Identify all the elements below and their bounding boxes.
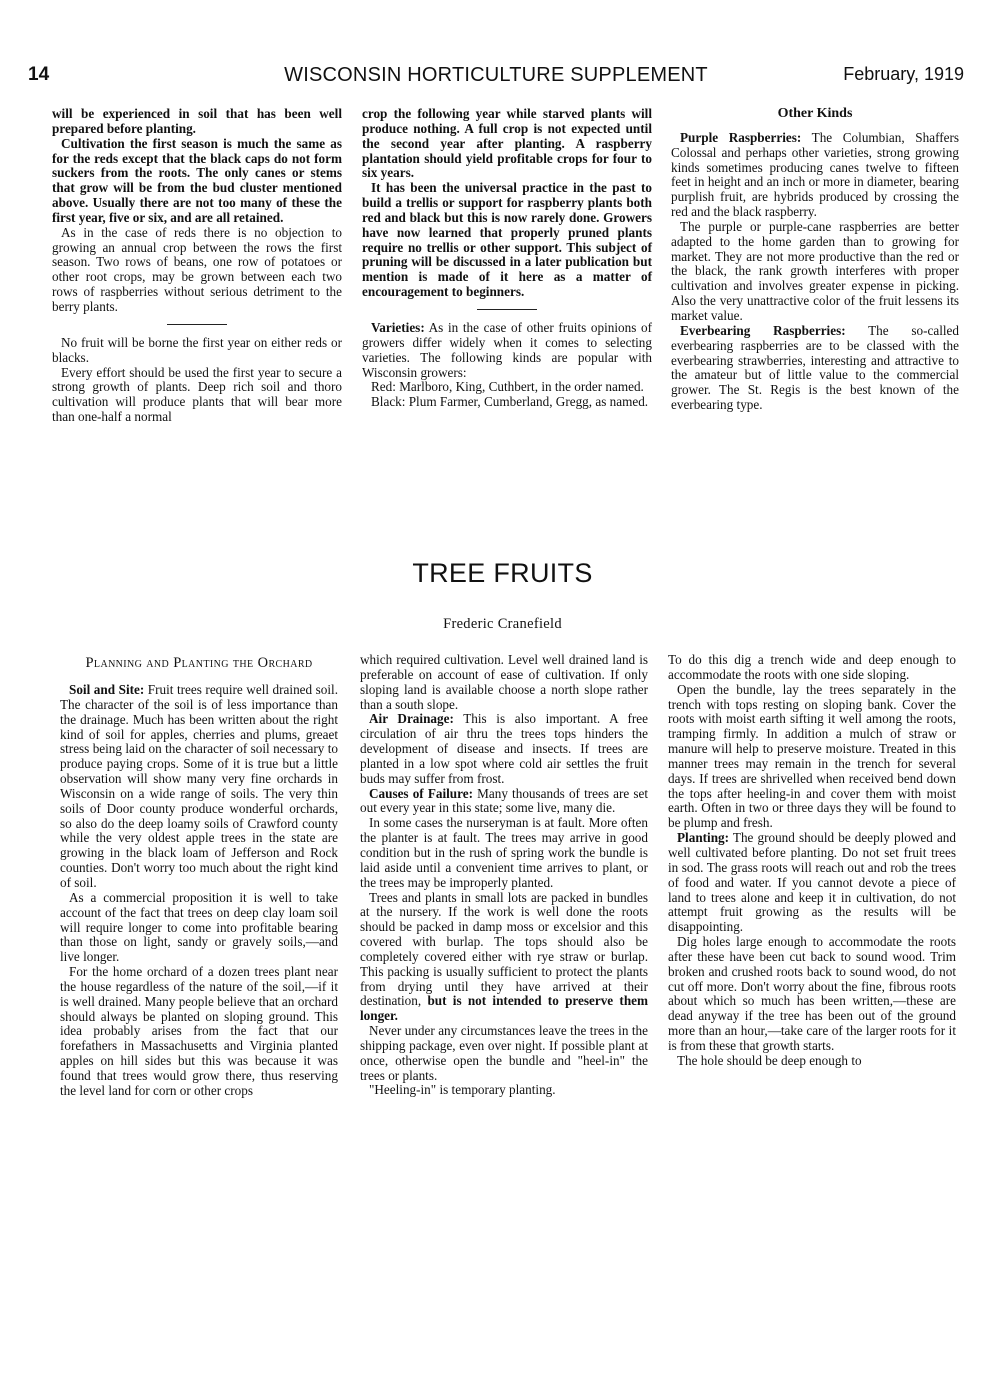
- paragraph-text: The so-called everbearing raspberries are to be classed with the everbearing strawberries, interesting and attractive to the amateur but of little value to the commercial grower. The St. Regis is the best known of the everbearing type.: [671, 322, 959, 413]
- paragraph: As a commercial proposition it is well to take account of the fact that trees on deep clay loam soil will require longer to come into profitable bearing than those on light, sandy or gravely soils,—and live longer.: [60, 889, 338, 965]
- paragraph: Every effort should be used the first year to secure a strong growth of plants. Deep rich soil and thoro cultivation will produce plants that will bear more than one-half a normal: [52, 364, 342, 425]
- paragraph: Never under any circumstances leave the trees in the shipping package, even over night. If possible plant at once, otherwise open the bundle and "heel-in" the trees or plants.: [360, 1023, 648, 1083]
- paragraph: Dig holes large enough to accommodate the roots after these have been cut back to sound wood. Trim broken and crushed roots back to sound wood, do not cut off more. Don't worry about the fine, fibrous roots about which so much has been written,—these are dead anyway if the tree has been out of the ground more than an hour,—take care of the larger roots for it is from these that growth starts.: [668, 934, 956, 1053]
- page-number: 14: [28, 64, 50, 85]
- divider-rule: [477, 309, 537, 310]
- run-in-heading: Purple Raspberries:: [680, 129, 802, 145]
- top-column-1: [52, 107, 342, 425]
- issue-date: February, 1919: [843, 64, 964, 84]
- paragraph: Cultivation the first season is much the same as for the reds except that the black caps do not form suckers from the roots. The only canes or stems that grow will be from the bud cluster mentioned above. Usually there are not too many of these the first year, five or six, and are all retained.: [52, 135, 342, 225]
- article-heading: Planning and Planting the Orchard: [85, 655, 313, 671]
- paragraph: crop the following year while starved plants will produce nothing. A full crop is not expected until the second year after planting. A raspberry plantation should yield profitable crops for four to six years.: [362, 106, 652, 181]
- paragraph: [362, 321, 652, 380]
- emphasis-text: but is not intended to preserve them longer.: [360, 993, 648, 1024]
- paragraph-text: Fruit trees require well drained soil. The character of the soil is of less importance than the drainage. Much has been written about the right kind of soil for apples, cherries and plums, greaet stress being laid on the character of soil necessary to produce paying crops. Some of it is true but a little observation will show many very fine orchards in Wisconsin on a wide range of soils. The very thin soils of Door county produce wonderful orchards, so also do the deep loamy soils of Crawford county while the very oldest apple trees in the state are growing in the black loam of Jefferson and Rock counties. Don't worry too much about the right kind of soil.: [60, 682, 339, 890]
- paragraph: No fruit will be borne the first year on either reds or blacks.: [52, 334, 342, 365]
- divider-rule: [167, 324, 227, 325]
- paragraph: To do this dig a trench wide and deep enough to accommodate the roots with one side sloping.: [668, 652, 956, 682]
- paragraph: Black: Plum Farmer, Cumberland, Gregg, as named.: [371, 394, 649, 410]
- paragraph: which required cultivation. Level well drained land is preferable on account of ease of cultivation. If only sloping land is available choose a north slope rather than a south slope.: [360, 652, 648, 712]
- page-header: [28, 64, 964, 90]
- paragraph-text: The Columbian, Shaffers Colossal and perhaps other varieties, strong growing kinds sometimes producing canes twelve to fifteen feet in height and an inch or more in diameter, bearing purplish fruit, are hybrids produced by crossing the red and the black raspberry.: [671, 129, 959, 220]
- subheading: Other Kinds: [777, 106, 853, 121]
- paragraph-text: As in the case of other fruits opinions of growers differ widely when it comes to selecting varieties. The following kinds are popular with Wisconsin growers:: [362, 319, 652, 380]
- paragraph: The purple or purple-cane raspberries are better adapted to the home garden than to growing for market. They are not more productive than the red or the black, the rank growth interferes with proper cultivation and involves greater expense in picking. Also the very unattractive color of the fruit lessens its market value.: [671, 218, 959, 323]
- bottom-column-1: [60, 653, 338, 1099]
- paragraph-text: This is also important. A free circulation of air thru the trees tops hinders the development of disease and insects. If trees are planted in a low spot where cold air settles the fruit buds may suffer from frost.: [360, 711, 648, 786]
- paragraph: Red: Marlboro, King, Cuthbert, in the order named.: [371, 379, 644, 395]
- bottom-column-2: [360, 653, 648, 1098]
- publication-title: WISCONSIN HORTICULTURE SUPPLEMENT: [284, 64, 708, 86]
- paragraph-text: Trees and plants in small lots are packed in bundles at the nursery. If the work is well done the roots should be packed in damp moss or excelsior and this covered with burlap. The tops should also be completely covered either with rye straw or burlap. This packing is usually sufficient to protect the plants from drying until they have arrived at their destination,: [360, 889, 648, 1009]
- paragraph: [671, 324, 959, 413]
- run-in-heading: Everbearing Raspberries:: [680, 322, 846, 338]
- paragraph: As in the case of reds there is no objection to growing an annual crop between the rows the first season. Two rows of beans, one row of potatoes or other root crops, may be grown between each two rows of raspberries without serious detriment to the berry plants.: [52, 224, 342, 314]
- section-title: TREE FRUITS: [412, 558, 593, 588]
- paragraph: Open the bundle, lay the trees separately in the trench with tops resting on sloping bank. Cover the roots with moist earth sifting it well among the roots, tramping firmly. In addition a mulch of straw or manure will help to preserve moisture. Treated in this manner trees may remain in the trench for several days. If trees are shrivelled when received bend down the tops after heeling-in and cover them with moist earth. Often in two or three days they will be found to be plump and fresh.: [668, 681, 956, 831]
- paragraph: It has been the universal practice in the past to build a trellis or support for raspberry plants both red and black but this is now rarely done. Growers have now learned that properly pruned plants require no trellis or other support. This subject of pruning will be discussed in a later publication but mention is made of it here as a matter of encouragement to beginners.: [362, 180, 652, 300]
- paragraph: will be experienced in soil that has been well prepared before planting.: [52, 106, 342, 136]
- run-in-heading: Planting:: [677, 830, 730, 846]
- paragraph: [671, 131, 959, 220]
- paragraph: [360, 712, 648, 786]
- paragraph-text: The ground should be deeply plowed and well cultivated before planting. Do not set fruit trees in sod. The grass roots will reach out and rob the trees of food and water. If you cannot devote a piece of land to trees alone and keep it in cultivation, do not attempt fruit growing as the results will be disappointing.: [668, 830, 956, 935]
- author-byline: Frederic Cranefield: [443, 616, 562, 632]
- paragraph: For the home orchard of a dozen trees plant near the house regardless of the nature of the soil,—if it is well drained. Many people believe that an orchard should always be planted on sloping ground. This idea probably arises from the fact that our forefathers in Massachusetts and Virginia planted apples on hill sides but this was because it was found that trees would grow there, thus reserving the level land for corn or other crops: [60, 964, 338, 1098]
- run-in-heading: Causes of Failure:: [369, 785, 474, 801]
- bottom-column-3: [668, 653, 956, 1069]
- paragraph: The hole should be deep enough to: [677, 1052, 862, 1068]
- top-column-2: [362, 107, 652, 410]
- run-in-heading: Varieties:: [371, 319, 425, 335]
- paragraph: [360, 787, 648, 817]
- paragraph: "Heeling-in" is temporary planting.: [369, 1082, 556, 1098]
- run-in-heading: Soil and Site:: [69, 682, 145, 697]
- paragraph-text: Many thousands of trees are set out every year in this state; some live, many die.: [360, 785, 648, 816]
- top-column-3: [671, 107, 959, 413]
- run-in-heading: Air Drainage:: [369, 711, 454, 727]
- paragraph: [668, 831, 956, 935]
- paragraph: [360, 891, 648, 1025]
- paragraph: In some cases the nurseryman is at fault. More often the planter is at fault. The trees may arrive in good condition but in the rush of spring work the bundle is laid aside until a convenient time arrives to plant, or the trees may be improperly planted.: [360, 815, 648, 890]
- paragraph: [60, 683, 338, 891]
